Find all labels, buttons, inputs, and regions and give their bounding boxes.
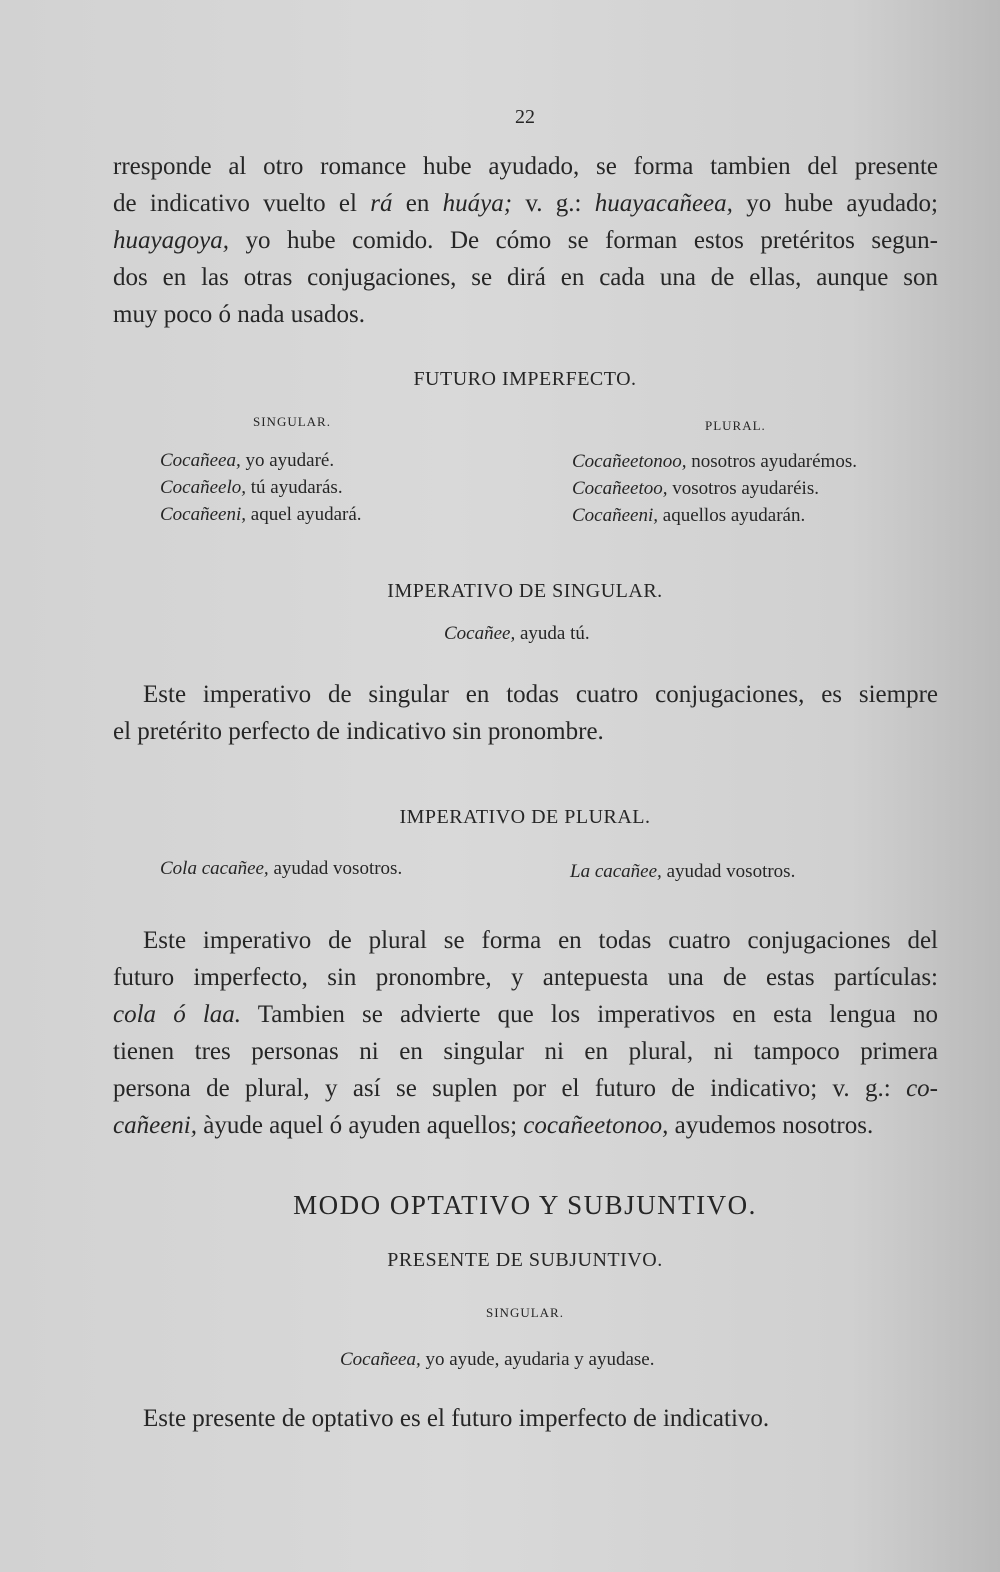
verb-gloss: vosotros ayudaréis.	[667, 478, 819, 499]
text-run: Este imperativo de singular en todas cuatro conjugaciones, es siempre	[143, 681, 938, 708]
imperativo-plural-right	[570, 858, 795, 885]
paragraph-optativo	[113, 1400, 938, 1437]
conjugation-row	[160, 474, 362, 501]
verb-form: Cocañeea,	[160, 450, 241, 471]
heading-imperativo-singular: IMPERATIVO DE SINGULAR.	[387, 580, 663, 602]
text-line	[113, 296, 938, 333]
verb-form: Cocañeetonoo,	[572, 451, 687, 472]
imperativo-plural-left	[160, 855, 402, 882]
italic-term: rá	[370, 190, 393, 217]
verb-gloss: aquel ayudará.	[246, 504, 362, 525]
text-line	[113, 259, 938, 296]
text-run: en	[392, 190, 443, 217]
text-line	[113, 996, 938, 1033]
verb-gloss: yo ayudaré.	[240, 450, 335, 471]
text-line	[113, 959, 938, 996]
text-line	[113, 148, 938, 185]
text-run: dos en las otras conjugaciones, se dirá en cada una de ellas, aunque son	[113, 264, 938, 291]
verb-form: Cocañeea,	[340, 1349, 421, 1370]
text-run: de indicativo vuelto el	[113, 190, 371, 217]
verb-form: Cocañeelo,	[160, 477, 247, 498]
subjuntivo-example	[340, 1346, 654, 1373]
label-singular: SINGULAR.	[253, 414, 331, 429]
text-run: yo hube ayudado;	[732, 190, 938, 217]
heading-modo-optativo: MODO OPTATIVO Y SUBJUNTIVO.	[293, 1190, 757, 1220]
text-line	[113, 676, 938, 713]
text-line	[113, 1400, 938, 1437]
verb-form: Cocañee,	[444, 623, 516, 644]
text-run: persona de plural, y así se suplen por el futuro de indicativo; v. g.:	[113, 1075, 907, 1102]
verb-form: Cocañeeni,	[160, 504, 247, 525]
text-run: Este imperativo de plural se forma en todas cuatro conjugaciones del	[143, 927, 938, 954]
verb-gloss: ayudad vosotros.	[268, 858, 403, 879]
text-line	[113, 1033, 938, 1070]
label-plural: PLURAL.	[705, 418, 766, 433]
heading-futuro-imperfecto: FUTURO IMPERFECTO.	[413, 368, 637, 390]
italic-term: cola ó laa.	[113, 1001, 242, 1028]
text-line	[113, 1107, 938, 1144]
page-number: 22	[515, 106, 535, 128]
text-run: futuro imperfecto, sin pronombre, y antepuesta una de estas partículas:	[113, 964, 938, 991]
conjugation-row	[160, 447, 362, 474]
italic-term: cañeeni,	[113, 1112, 197, 1139]
label-singular-subjuntivo: SINGULAR.	[486, 1305, 564, 1320]
text-run: ayudemos nosotros.	[668, 1112, 874, 1139]
verb-form: La cacañee,	[570, 861, 662, 882]
paragraph-preterito	[113, 148, 938, 333]
verb-gloss: tú ayudarás.	[246, 477, 343, 498]
conjugation-row	[572, 448, 857, 475]
text-run: el pretérito perfecto de indicativo sin pronombre.	[113, 718, 604, 745]
text-line	[113, 713, 938, 750]
heading-imperativo-plural: IMPERATIVO DE PLURAL.	[399, 806, 651, 828]
text-run: yo hube comido. De cómo se forman estos pretéritos segun-	[228, 227, 938, 254]
verb-gloss: nosotros ayudarémos.	[686, 451, 857, 472]
verb-form: Cola cacañee,	[160, 858, 269, 879]
italic-term: huayagoya,	[113, 227, 229, 254]
italic-term: co-	[906, 1075, 938, 1102]
text-run: v. g.:	[512, 190, 595, 217]
verb-form: Cocañeetoo,	[572, 478, 668, 499]
text-line	[113, 185, 938, 222]
text-line	[113, 922, 938, 959]
italic-term: cocañeetonoo,	[523, 1112, 669, 1139]
text-run: rresponde al otro romance hube ayudado, se forma tambien del presente	[113, 153, 938, 180]
paragraph-imperativo-plural	[113, 922, 938, 1144]
text-run: Este presente de optativo es el futuro imperfecto de indicativo.	[143, 1405, 770, 1432]
imperativo-singular-example	[444, 620, 590, 647]
conjugation-row	[572, 475, 857, 502]
paragraph-imperativo-singular	[113, 676, 938, 750]
text-run: tienen tres personas ni en singular ni en plural, ni tampoco primera	[113, 1038, 938, 1065]
italic-term: huáya;	[442, 190, 513, 217]
verb-form: Cocañeeni,	[572, 505, 659, 526]
futuro-singular-list	[160, 447, 362, 528]
text-run: Tambien se advierte que los imperativos en esta lengua no	[241, 1001, 939, 1028]
verb-gloss: yo ayude, ayudaria y ayudase.	[420, 1349, 655, 1370]
verb-gloss: ayudad vosotros.	[661, 861, 796, 882]
futuro-plural-list	[572, 448, 857, 529]
heading-presente-subjuntivo: PRESENTE DE SUBJUNTIVO.	[387, 1249, 663, 1271]
text-run: muy poco ó nada usados.	[113, 301, 366, 328]
verb-gloss: ayuda tú.	[515, 623, 590, 644]
italic-term: huayacañeea,	[594, 190, 733, 217]
conjugation-row	[160, 501, 362, 528]
text-line	[113, 1070, 938, 1107]
text-line	[113, 222, 938, 259]
verb-gloss: aquellos ayudarán.	[658, 505, 806, 526]
conjugation-row	[572, 502, 857, 529]
text-run: àyude aquel ó ayuden aquellos;	[196, 1112, 524, 1139]
